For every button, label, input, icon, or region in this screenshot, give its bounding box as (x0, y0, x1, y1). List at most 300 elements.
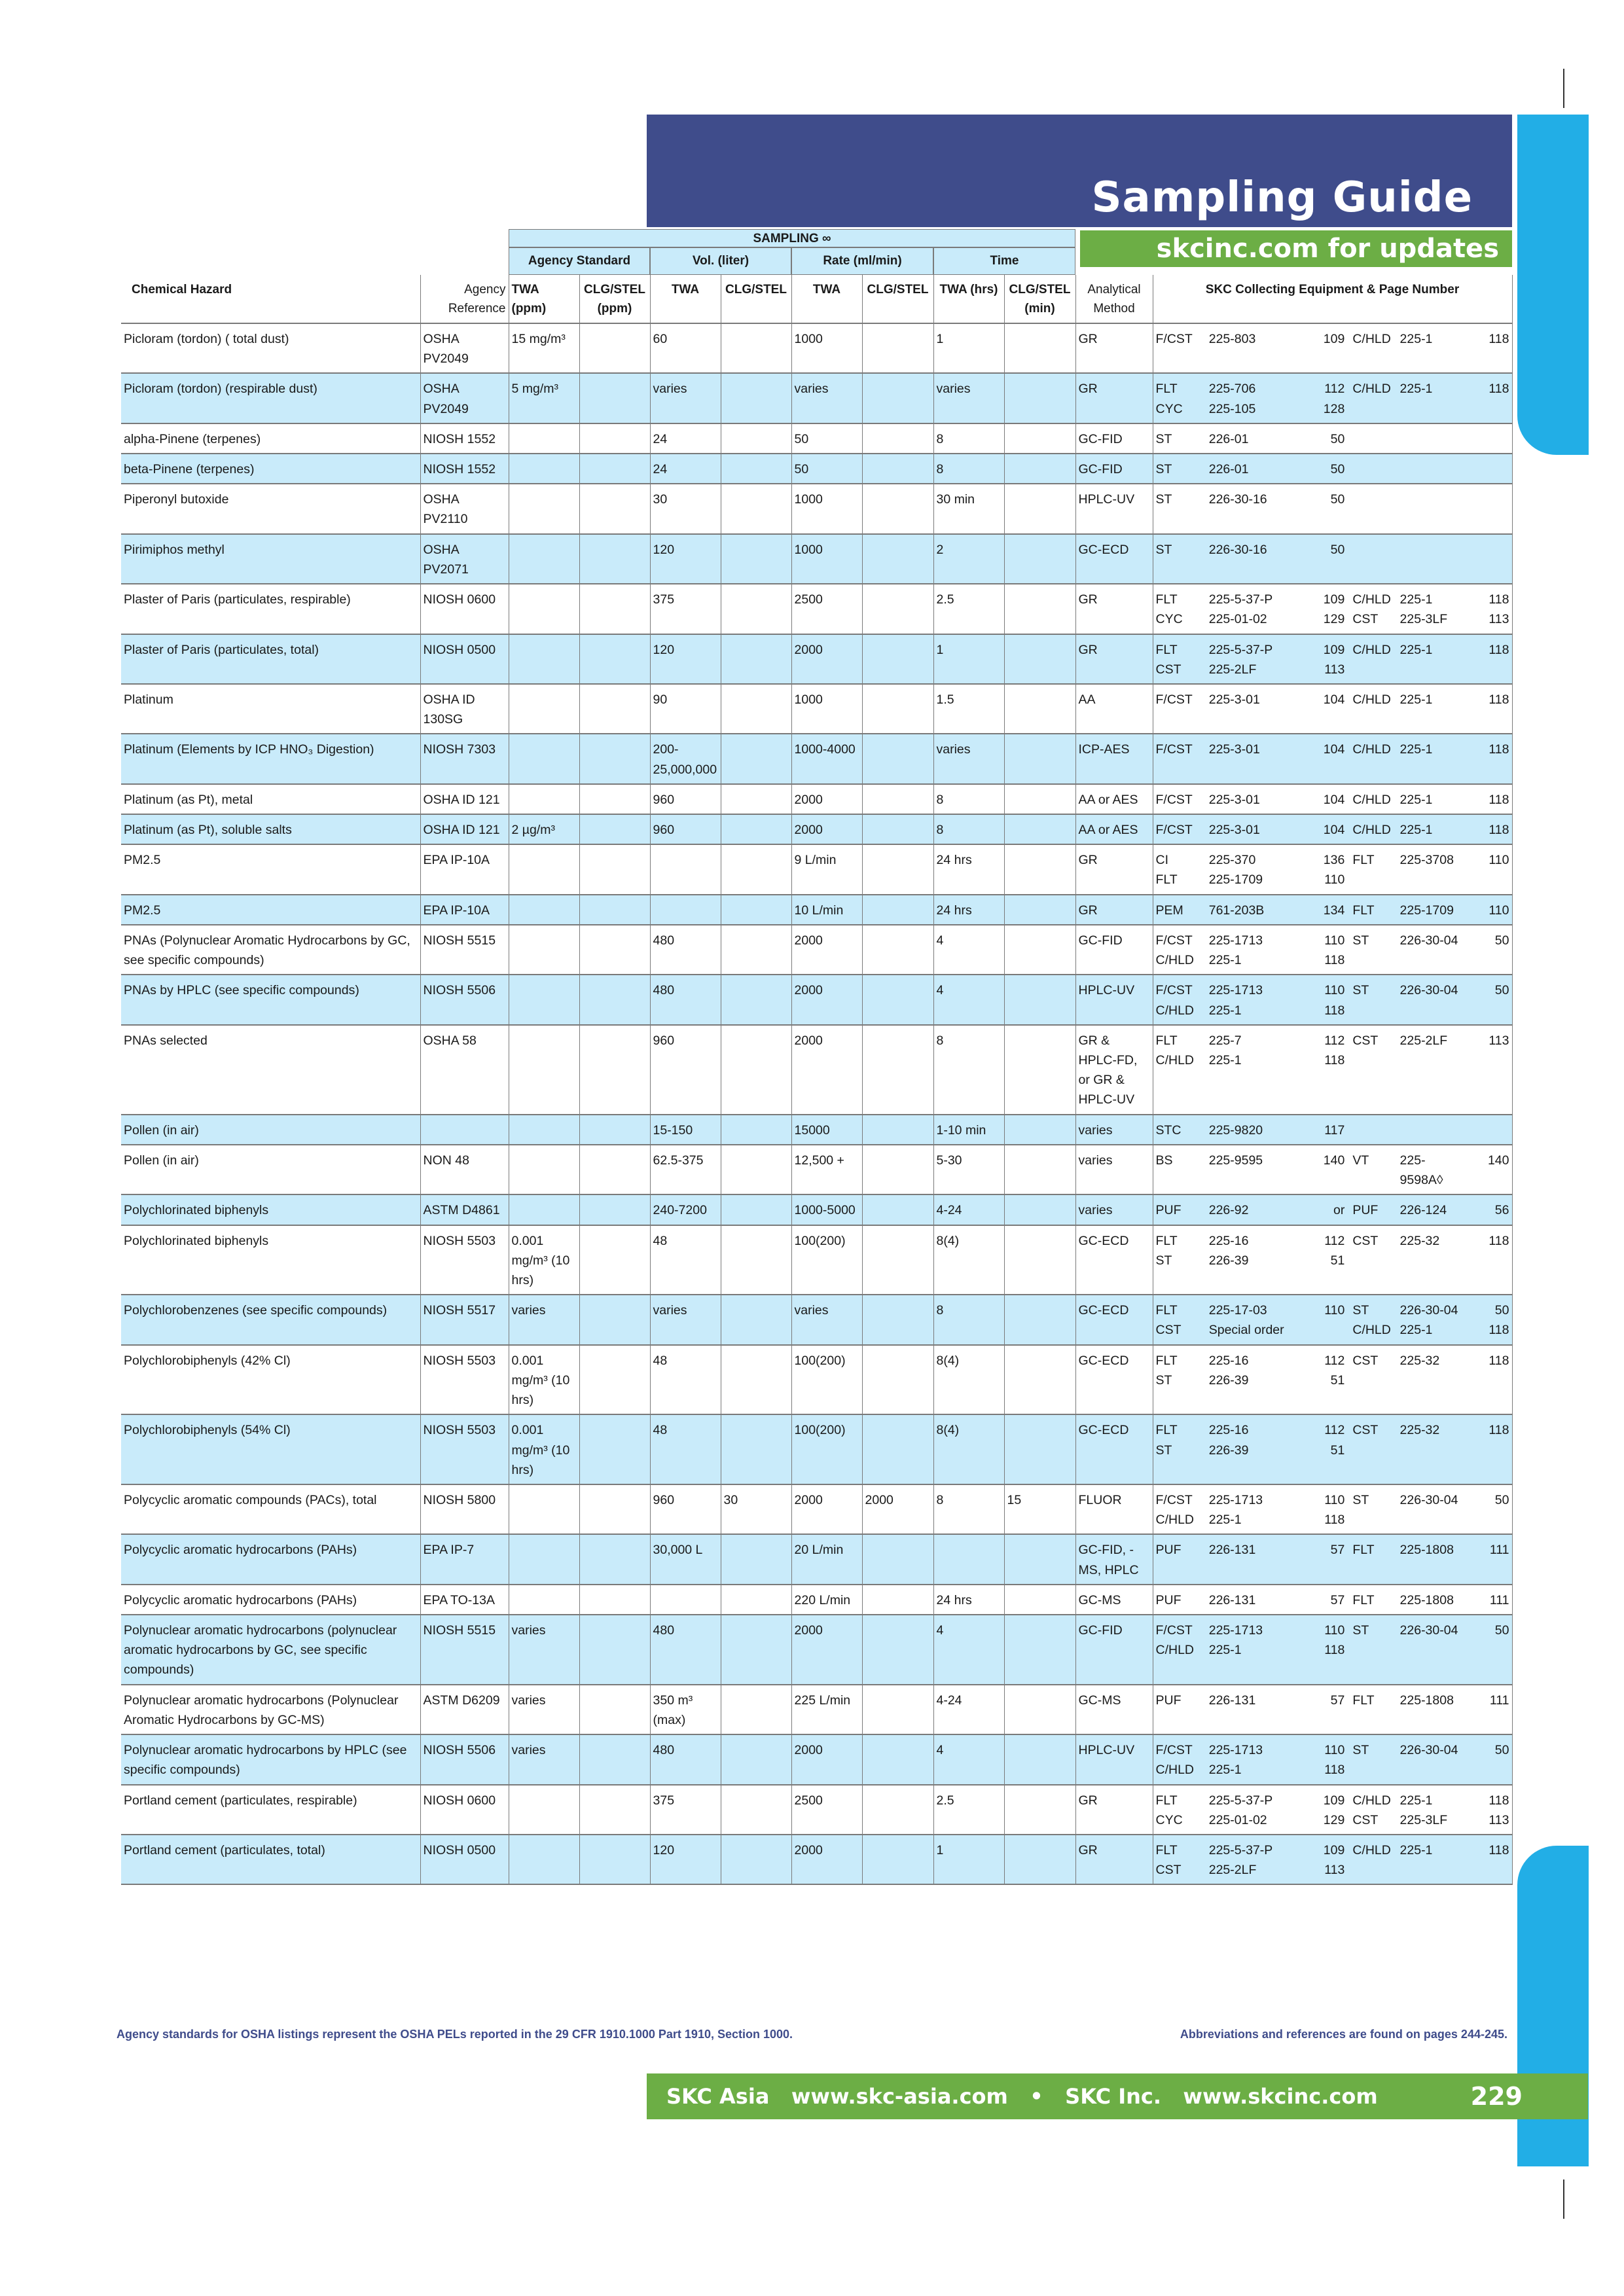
rate-clg-cell: 2000 (862, 1484, 933, 1534)
equipment-value (1400, 1251, 1468, 1270)
agency-ref-cell: OSHA PV2071 (420, 534, 509, 584)
equipment-value: C/HLD (1155, 1053, 1195, 1067)
twa-ppm-cell (509, 734, 579, 783)
equipment-value: 113 (1324, 1863, 1345, 1878)
twa-ppm-cell: 0.001 mg/m³ (10 hrs) (509, 1414, 579, 1484)
equipment-line (1156, 1251, 1509, 1270)
vol-clg-cell (721, 454, 791, 484)
equipment-value: 136 (1323, 853, 1345, 868)
agency-ref-cell: NIOSH 7303 (420, 734, 509, 783)
vol-clg-cell (721, 423, 791, 454)
equipment-value: 51 (1330, 1253, 1345, 1268)
equipment-line (1156, 740, 1509, 759)
equipment-value: C/HLD (1352, 642, 1391, 657)
time-clg-cell (1004, 1615, 1075, 1685)
method-cell: GR (1075, 1785, 1153, 1835)
twa-ppm-cell (509, 423, 579, 454)
col-vol-twa: TWA (650, 275, 721, 323)
equipment-line (1156, 690, 1509, 709)
equipment-value: 112 (1324, 382, 1345, 397)
rate-clg-cell (862, 1534, 933, 1584)
equipment-cell (1153, 634, 1512, 684)
crop-mark (1563, 69, 1564, 108)
time-twa-cell: 8 (933, 1484, 1004, 1534)
time-clg-cell (1004, 734, 1075, 783)
equipment-line (1156, 980, 1509, 1000)
equipment-value: 109 (1323, 1793, 1345, 1808)
page-tab-top (1517, 115, 1589, 455)
clg-ppm-cell (579, 423, 650, 454)
equipment-value: 118 (1489, 1793, 1509, 1808)
equipment-value (1468, 1050, 1509, 1070)
update-note: skcinc.com for updates (1080, 230, 1512, 267)
equipment-value: 118 (1489, 1323, 1509, 1338)
equipment-value: C/HLD (1352, 692, 1391, 707)
time-clg-cell (1004, 895, 1075, 925)
table-row (121, 1585, 1512, 1615)
equipment-value: 225-1713 (1208, 933, 1263, 948)
equipment-value: CST (1352, 612, 1379, 627)
equipment-value: FLT (1155, 1303, 1178, 1318)
equipment-value: 226-39 (1208, 1372, 1249, 1388)
col-rate-clg: CLG/STEL (862, 275, 933, 323)
equipment-value: 225-1 (1399, 792, 1433, 807)
clg-ppm-cell (579, 1534, 650, 1584)
method-cell: GC-ECD (1075, 1345, 1153, 1415)
table-row (121, 634, 1512, 684)
vol-twa-cell: 30 (650, 484, 721, 533)
method-cell: GC-MS (1075, 1585, 1153, 1615)
clg-ppm-cell (579, 323, 650, 373)
twa-ppm-cell (509, 1835, 579, 1884)
clg-ppm-cell (579, 1295, 650, 1344)
equipment-cell (1153, 975, 1512, 1024)
equipment-value: CST (1352, 1423, 1379, 1438)
table-row (121, 1414, 1512, 1484)
agency-standard-header: Agency Standard (509, 247, 650, 275)
equipment-value (1344, 1251, 1399, 1270)
rate-twa-cell: 225 L/min (791, 1685, 862, 1734)
equipment-value: 225-1 (1399, 1793, 1433, 1808)
rate-twa-cell: 100(200) (791, 1225, 862, 1295)
equipment-value: C/HLD (1352, 1323, 1391, 1338)
equipment-line (1156, 1740, 1509, 1760)
equipment-value: 225-1 (1208, 1513, 1242, 1528)
equipment-value: 225-1808 (1399, 1543, 1454, 1558)
rate-twa-cell: 2000 (791, 925, 862, 975)
equipment-value: 225-1 (1399, 1843, 1433, 1857)
time-clg-cell (1004, 975, 1075, 1024)
time-twa-cell: 8 (933, 423, 1004, 454)
hazard-cell: Picloram (tordon) (respirable dust) (121, 373, 420, 423)
equipment-value: 225-1 (1208, 1053, 1242, 1067)
method-cell: ICP-AES (1075, 734, 1153, 783)
agency-ref-cell: NIOSH 1552 (420, 423, 509, 454)
agency-ref-cell: NIOSH 0500 (420, 1835, 509, 1884)
equipment-value: FLT (1352, 903, 1375, 918)
rate-clg-cell (862, 814, 933, 844)
equipment-value: ST (1155, 1443, 1172, 1458)
clg-ppm-cell (579, 484, 650, 533)
rate-clg-cell (862, 1734, 933, 1784)
equipment-value (1344, 1510, 1399, 1530)
equipment-cell (1153, 423, 1512, 454)
equipment-value (1344, 870, 1399, 889)
equipment-value: 225-803 (1208, 331, 1256, 346)
rate-twa-cell: 50 (791, 454, 862, 484)
equipment-value: FLT (1155, 872, 1178, 888)
equipment-value: 225-2LF (1208, 662, 1257, 677)
equipment-value: ST (1352, 1743, 1369, 1758)
time-clg-cell (1004, 844, 1075, 894)
clg-ppm-cell (579, 1734, 650, 1784)
vol-twa-cell: 24 (650, 454, 721, 484)
equipment-value: C/HLD (1352, 592, 1391, 607)
equipment-value: 226-39 (1208, 1443, 1249, 1458)
vol-clg-cell (721, 1115, 791, 1145)
equipment-line (1156, 1540, 1509, 1560)
twa-ppm-cell (509, 684, 579, 734)
equipment-value (1400, 870, 1468, 889)
agency-ref-cell: OSHA PV2049 (420, 323, 509, 373)
rate-clg-cell (862, 634, 933, 684)
time-clg-cell (1004, 584, 1075, 634)
time-twa-cell: 24 hrs (933, 895, 1004, 925)
equipment-value (1400, 1640, 1468, 1660)
equipment-value: 118 (1489, 823, 1509, 838)
vol-clg-cell (721, 1025, 791, 1115)
equipment-cell (1153, 1025, 1512, 1115)
equipment-value: ST (1155, 1253, 1172, 1268)
vol-clg-cell (721, 634, 791, 684)
rate-twa-cell: 20 L/min (791, 1534, 862, 1584)
equipment-line (1156, 1300, 1509, 1320)
agency-ref-cell: ASTM D6209 (420, 1685, 509, 1734)
rate-clg-cell (862, 534, 933, 584)
equipment-value: 226-124 (1399, 1203, 1447, 1218)
equipment-value (1468, 1441, 1509, 1460)
rate-clg-cell (862, 1835, 933, 1884)
equipment-value: 225-1713 (1208, 1743, 1263, 1758)
equipment-value: 225-1 (1399, 331, 1433, 346)
hazard-cell: Platinum (as Pt), soluble salts (121, 814, 420, 844)
twa-ppm-cell (509, 895, 579, 925)
method-cell: GC-ECD (1075, 1295, 1153, 1344)
equipment-value: FLT (1352, 1543, 1375, 1558)
vol-clg-cell (721, 1225, 791, 1295)
agency-ref-cell: NIOSH 0600 (420, 1785, 509, 1835)
column-header-row (121, 275, 1512, 323)
time-twa-cell: 8 (933, 454, 1004, 484)
table-row (121, 454, 1512, 484)
equipment-cell (1153, 1685, 1512, 1734)
equipment-cell (1153, 734, 1512, 783)
rate-twa-cell: 1000-4000 (791, 734, 862, 783)
equipment-value: PUF (1352, 1203, 1379, 1218)
equipment-value: 50 (1494, 933, 1509, 948)
clg-ppm-cell (579, 734, 650, 783)
equipment-line (1156, 1860, 1509, 1880)
equipment-value: 225-1 (1399, 742, 1433, 757)
table-row (121, 1295, 1512, 1344)
time-twa-cell: varies (933, 373, 1004, 423)
rate-twa-cell: 2000 (791, 1025, 862, 1115)
equipment-value: ST (1155, 431, 1172, 446)
clg-ppm-cell (579, 1225, 650, 1295)
equipment-value: 112 (1324, 1233, 1345, 1248)
time-clg-cell (1004, 634, 1075, 684)
equipment-value: 118 (1489, 1233, 1509, 1248)
time-twa-cell: 24 hrs (933, 844, 1004, 894)
vol-clg-cell (721, 484, 791, 533)
equipment-value: 110 (1489, 903, 1509, 918)
vol-twa-cell: 62.5-375 (650, 1145, 721, 1194)
equipment-value: FLT (1155, 1033, 1178, 1048)
time-clg-cell (1004, 1835, 1075, 1884)
equipment-value: 113 (1489, 612, 1509, 627)
vol-clg-cell (721, 895, 791, 925)
method-cell: HPLC-UV (1075, 1734, 1153, 1784)
equipment-cell (1153, 1194, 1512, 1225)
rate-clg-cell (862, 373, 933, 423)
equipment-value: 118 (1324, 1003, 1345, 1018)
equipment-value: 117 (1324, 1122, 1345, 1138)
time-clg-cell (1004, 1115, 1075, 1145)
equipment-value: 118 (1489, 592, 1509, 607)
equipment-value: ST (1352, 983, 1369, 998)
equipment-value: ST (1352, 1303, 1369, 1318)
equipment-value: CI (1155, 853, 1168, 868)
equipment-value: CST (1155, 1863, 1182, 1878)
equipment-value: 225-16 (1208, 1233, 1249, 1248)
equipment-value: 225-3-01 (1208, 792, 1260, 807)
equipment-value: 50 (1330, 461, 1345, 476)
twa-ppm-cell: 0.001 mg/m³ (10 hrs) (509, 1345, 579, 1415)
equipment-cell (1153, 454, 1512, 484)
vol-clg-cell (721, 844, 791, 894)
equipment-value: 110 (1324, 872, 1345, 888)
equipment-value: 225-1 (1208, 1003, 1242, 1018)
clg-ppm-cell (579, 1414, 650, 1484)
method-cell: GC-FID, -MS, HPLC (1075, 1534, 1153, 1584)
equipment-value: 226-30-04 (1399, 983, 1458, 998)
rate-clg-cell (862, 895, 933, 925)
vol-header: Vol. (liter) (650, 247, 791, 275)
vol-twa-cell: varies (650, 373, 721, 423)
equipment-value (1468, 1510, 1509, 1530)
equipment-value: 51 (1330, 1372, 1345, 1388)
equipment-value (1344, 459, 1399, 479)
equipment-value: 113 (1489, 1033, 1509, 1048)
footer-bar (647, 2073, 1588, 2119)
vol-clg-cell (721, 584, 791, 634)
equipment-value: 225-9598A◊ (1399, 1153, 1443, 1188)
equipment-value: 50 (1330, 542, 1345, 557)
twa-ppm-cell: varies (509, 1295, 579, 1344)
equipment-value: 104 (1323, 692, 1345, 707)
twa-ppm-cell (509, 925, 579, 975)
table-row (121, 1685, 1512, 1734)
time-twa-cell: 2 (933, 534, 1004, 584)
equipment-value: C/HLD (1352, 742, 1391, 757)
vol-twa-cell: 48 (650, 1225, 721, 1295)
equipment-cell (1153, 895, 1512, 925)
equipment-line (1156, 1640, 1509, 1660)
vol-clg-cell (721, 925, 791, 975)
vol-twa-cell: 120 (650, 534, 721, 584)
twa-ppm-cell (509, 1115, 579, 1145)
equipment-value: 110 (1324, 1303, 1345, 1318)
equipment-value: F/CST (1155, 331, 1193, 346)
agency-ref-cell: NIOSH 5515 (420, 1615, 509, 1685)
time-twa-cell: 8 (933, 1295, 1004, 1344)
time-twa-cell: 8 (933, 814, 1004, 844)
equipment-value: 118 (1324, 1513, 1345, 1528)
hazard-cell: PM2.5 (121, 895, 420, 925)
table-row (121, 684, 1512, 734)
equipment-value: ST (1352, 1623, 1369, 1638)
equipment-value: 118 (1324, 953, 1345, 968)
equipment-value (1344, 429, 1399, 449)
equipment-value: 109 (1323, 331, 1345, 346)
equipment-value: 50 (1494, 983, 1509, 998)
equipment-value: 225-32 (1399, 1233, 1440, 1248)
hazard-cell: Polycyclic aromatic hydrocarbons (PAHs) (121, 1585, 420, 1615)
twa-ppm-cell (509, 1585, 579, 1615)
rate-twa-cell: 2000 (791, 814, 862, 844)
rate-twa-cell: varies (791, 1295, 862, 1344)
equipment-cell (1153, 1734, 1512, 1784)
clg-ppm-cell (579, 584, 650, 634)
equipment-cell (1153, 784, 1512, 814)
table-row (121, 1835, 1512, 1884)
method-cell: GR (1075, 844, 1153, 894)
clg-ppm-cell (579, 925, 650, 975)
method-cell: GC-FID (1075, 1615, 1153, 1685)
agency-ref-cell: OSHA ID 121 (420, 814, 509, 844)
equipment-value: 225-1709 (1208, 872, 1263, 888)
equipment-value: 118 (1324, 1053, 1345, 1067)
equipment-value: 225-105 (1208, 401, 1256, 416)
vol-twa-cell: 960 (650, 784, 721, 814)
time-clg-cell (1004, 784, 1075, 814)
vol-clg-cell (721, 734, 791, 783)
equipment-value: C/HLD (1155, 1643, 1195, 1658)
equipment-value: 225-1 (1399, 592, 1433, 607)
time-clg-cell (1004, 1414, 1075, 1484)
time-clg-cell (1004, 684, 1075, 734)
rate-twa-cell: 2000 (791, 1484, 862, 1534)
agency-ref-cell: EPA IP-10A (420, 844, 509, 894)
twa-ppm-cell: 15 mg/m³ (509, 323, 579, 373)
hazard-cell: PNAs selected (121, 1025, 420, 1115)
time-twa-cell: varies (933, 734, 1004, 783)
equipment-value: BS (1155, 1153, 1173, 1168)
time-twa-cell: 4-24 (933, 1194, 1004, 1225)
hazard-cell: Plaster of Paris (particulates, total) (121, 634, 420, 684)
equipment-value (1344, 540, 1399, 560)
vol-clg-cell (721, 1414, 791, 1484)
equipment-value: C/HLD (1155, 1513, 1195, 1528)
vol-clg-cell (721, 1685, 791, 1734)
col-chemical-hazard: Chemical Hazard (121, 275, 420, 323)
rate-twa-cell: 2000 (791, 784, 862, 814)
equipment-line (1156, 1200, 1509, 1220)
equipment-value: 226-131 (1208, 1693, 1256, 1708)
rate-clg-cell (862, 684, 933, 734)
vol-clg-cell: 30 (721, 1484, 791, 1534)
time-clg-cell (1004, 814, 1075, 844)
equipment-value: 118 (1489, 1353, 1509, 1368)
vol-clg-cell (721, 1734, 791, 1784)
equipment-value: 226-30-04 (1399, 1303, 1458, 1318)
title-banner (647, 115, 1512, 227)
equipment-value: 225-5-37-P (1208, 642, 1273, 657)
equipment-value: 111 (1489, 1543, 1509, 1558)
equipment-line (1156, 950, 1509, 970)
vol-clg-cell (721, 814, 791, 844)
time-clg-cell (1004, 1785, 1075, 1835)
agency-ref-cell: NIOSH 0600 (420, 584, 509, 634)
twa-ppm-cell: 2 µg/m³ (509, 814, 579, 844)
equipment-line (1156, 540, 1509, 560)
equipment-cell (1153, 844, 1512, 894)
equipment-value: 226-30-04 (1399, 1492, 1458, 1507)
equipment-value (1344, 1001, 1399, 1020)
agency-ref-cell: EPA TO-13A (420, 1585, 509, 1615)
time-twa-cell: 4 (933, 1615, 1004, 1685)
vol-clg-cell (721, 1345, 791, 1415)
equipment-value: 118 (1489, 1423, 1509, 1438)
equipment-value: 118 (1489, 792, 1509, 807)
equipment-value: C/HLD (1155, 953, 1195, 968)
equipment-value: FLT (1155, 1793, 1178, 1808)
equipment-value: 109 (1323, 592, 1345, 607)
equipment-value: 118 (1489, 1843, 1509, 1857)
equipment-line (1156, 1791, 1509, 1810)
equipment-value: 225-1713 (1208, 983, 1263, 998)
time-twa-cell (933, 1534, 1004, 1584)
vol-twa-cell: 120 (650, 634, 721, 684)
equipment-value: FLT (1155, 1353, 1178, 1368)
crop-mark (1563, 2179, 1564, 2219)
equipment-value: F/CST (1155, 933, 1193, 948)
equipment-cell (1153, 684, 1512, 734)
equipment-value (1468, 429, 1509, 449)
time-twa-cell: 1.5 (933, 684, 1004, 734)
vol-twa-cell: 120 (650, 1835, 721, 1884)
time-twa-cell: 1 (933, 323, 1004, 373)
vol-clg-cell (721, 1835, 791, 1884)
vol-twa-cell: 48 (650, 1414, 721, 1484)
equipment-value: CST (1352, 1233, 1379, 1248)
vol-twa-cell: 375 (650, 584, 721, 634)
rate-clg-cell (862, 1414, 933, 1484)
equipment-line (1156, 790, 1509, 810)
equipment-value: 128 (1323, 401, 1345, 416)
sampling-header: SAMPLING ∞ (509, 229, 1075, 247)
time-header: Time (933, 247, 1075, 275)
vol-clg-cell (721, 784, 791, 814)
equipment-value: CST (1352, 1353, 1379, 1368)
time-twa-cell: 8 (933, 784, 1004, 814)
vol-twa-cell: 30,000 L (650, 1534, 721, 1584)
method-cell: varies (1075, 1145, 1153, 1194)
hazard-cell: Polychlorinated biphenyls (121, 1194, 420, 1225)
time-clg-cell (1004, 373, 1075, 423)
method-cell: GR (1075, 373, 1153, 423)
vol-twa-cell: 48 (650, 1345, 721, 1415)
